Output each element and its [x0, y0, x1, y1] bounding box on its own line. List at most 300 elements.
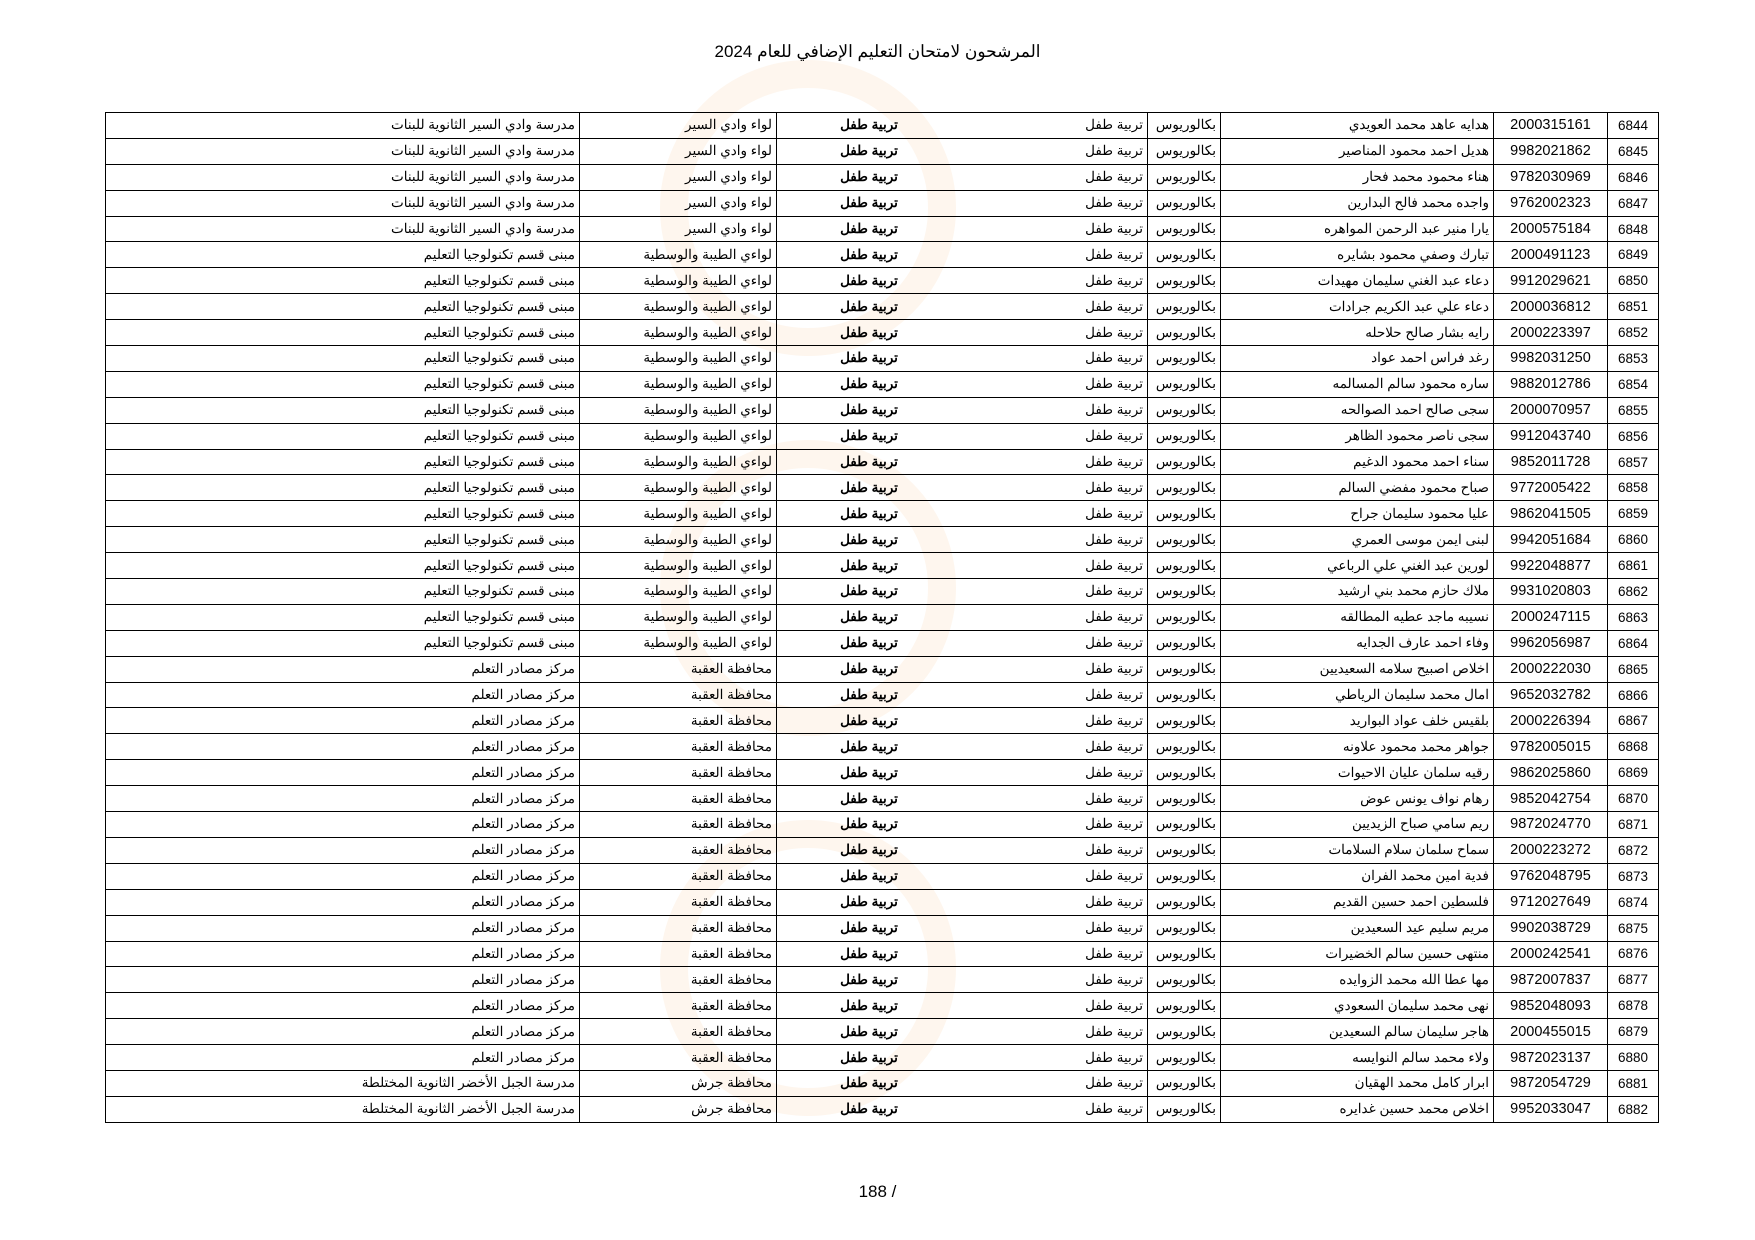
- candidate-name: امال محمد سليمان الرياطي: [1221, 682, 1494, 708]
- exam-subject: تربية طفل: [777, 527, 962, 553]
- district: محافظة العقبة: [580, 1045, 777, 1071]
- exam-center: مركز مصادر التعلم: [106, 786, 580, 812]
- exam-subject: تربية طفل: [777, 786, 962, 812]
- row-number: 6860: [1608, 527, 1659, 553]
- candidate-name: اخلاص اصبيح سلامه السعيديين: [1221, 656, 1494, 682]
- district: لواءي الطيبة والوسطية: [580, 527, 777, 553]
- table-row: [106, 656, 1659, 682]
- exam-center: مدرسة وادي السير الثانوية للبنات: [106, 216, 580, 242]
- specialization: تربية طفل: [961, 760, 1148, 786]
- district: لواء وادي السير: [580, 138, 777, 164]
- exam-center: مبنى قسم تكنولوجيا التعليم: [106, 604, 580, 630]
- table-row: [106, 346, 1659, 372]
- exam-subject: تربية طفل: [777, 113, 962, 139]
- district: محافظة العقبة: [580, 708, 777, 734]
- specialization: تربية طفل: [961, 268, 1148, 294]
- row-number: 6873: [1608, 863, 1659, 889]
- row-number: 6881: [1608, 1070, 1659, 1096]
- degree: بكالوريوس: [1148, 371, 1221, 397]
- exam-subject: تربية طفل: [777, 268, 962, 294]
- district: محافظة جرش: [580, 1096, 777, 1122]
- table-row: [106, 475, 1659, 501]
- specialization: تربية طفل: [961, 475, 1148, 501]
- degree: بكالوريوس: [1148, 190, 1221, 216]
- row-number: 6862: [1608, 579, 1659, 605]
- exam-center: مركز مصادر التعلم: [106, 915, 580, 941]
- table-row: [106, 449, 1659, 475]
- district: محافظة العقبة: [580, 889, 777, 915]
- row-number: 6882: [1608, 1096, 1659, 1122]
- exam-subject: تربية طفل: [777, 190, 962, 216]
- row-number: 6852: [1608, 320, 1659, 346]
- table-row: [106, 682, 1659, 708]
- degree: بكالوريوس: [1148, 915, 1221, 941]
- degree: بكالوريوس: [1148, 604, 1221, 630]
- district: لواءي الطيبة والوسطية: [580, 242, 777, 268]
- candidate-name: سناء احمد محمود الدغيم: [1221, 449, 1494, 475]
- exam-center: مبنى قسم تكنولوجيا التعليم: [106, 501, 580, 527]
- table-row: [106, 1019, 1659, 1045]
- candidate-id: 2000223397: [1494, 320, 1608, 346]
- candidate-id: 2000222030: [1494, 656, 1608, 682]
- exam-center: مبنى قسم تكنولوجيا التعليم: [106, 346, 580, 372]
- exam-subject: تربية طفل: [777, 734, 962, 760]
- row-number: 6867: [1608, 708, 1659, 734]
- row-number: 6858: [1608, 475, 1659, 501]
- specialization: تربية طفل: [961, 346, 1148, 372]
- specialization: تربية طفل: [961, 113, 1148, 139]
- exam-center: مبنى قسم تكنولوجيا التعليم: [106, 268, 580, 294]
- candidate-id: 9872054729: [1494, 1070, 1608, 1096]
- district: محافظة العقبة: [580, 656, 777, 682]
- candidate-name: دعاء علي عبد الكريم جرادات: [1221, 294, 1494, 320]
- row-number: 6861: [1608, 553, 1659, 579]
- candidate-name: سماح سلمان سلام السلامات: [1221, 837, 1494, 863]
- degree: بكالوريوس: [1148, 786, 1221, 812]
- candidate-name: هدايه عاهد محمد العويدي: [1221, 113, 1494, 139]
- specialization: تربية طفل: [961, 993, 1148, 1019]
- exam-center: مركز مصادر التعلم: [106, 941, 580, 967]
- district: لواءي الطيبة والوسطية: [580, 553, 777, 579]
- row-number: 6848: [1608, 216, 1659, 242]
- row-number: 6863: [1608, 604, 1659, 630]
- degree: بكالوريوس: [1148, 501, 1221, 527]
- district: لواء وادي السير: [580, 190, 777, 216]
- exam-subject: تربية طفل: [777, 553, 962, 579]
- table-row: [106, 268, 1659, 294]
- exam-subject: تربية طفل: [777, 708, 962, 734]
- candidate-name: هاجر سليمان سالم السعيدين: [1221, 1019, 1494, 1045]
- district: محافظة العقبة: [580, 786, 777, 812]
- degree: بكالوريوس: [1148, 812, 1221, 838]
- candidate-name: عليا محمود سليمان جراح: [1221, 501, 1494, 527]
- candidate-name: رقيه سلمان عليان الاحيوات: [1221, 760, 1494, 786]
- exam-subject: تربية طفل: [777, 630, 962, 656]
- candidate-id: 9902038729: [1494, 915, 1608, 941]
- candidate-id: 9942051684: [1494, 527, 1608, 553]
- exam-subject: تربية طفل: [777, 138, 962, 164]
- table-row: [106, 138, 1659, 164]
- exam-subject: تربية طفل: [777, 941, 962, 967]
- row-number: 6844: [1608, 113, 1659, 139]
- specialization: تربية طفل: [961, 656, 1148, 682]
- row-number: 6876: [1608, 941, 1659, 967]
- candidate-id: 2000455015: [1494, 1019, 1608, 1045]
- candidate-name: تبارك وصفي محمود بشايره: [1221, 242, 1494, 268]
- specialization: تربية طفل: [961, 164, 1148, 190]
- exam-subject: تربية طفل: [777, 1045, 962, 1071]
- exam-center: مدرسة وادي السير الثانوية للبنات: [106, 113, 580, 139]
- table-row: [106, 216, 1659, 242]
- exam-center: مبنى قسم تكنولوجيا التعليم: [106, 527, 580, 553]
- exam-center: مدرسة وادي السير الثانوية للبنات: [106, 190, 580, 216]
- row-number: 6874: [1608, 889, 1659, 915]
- district: لواءي الطيبة والوسطية: [580, 346, 777, 372]
- specialization: تربية طفل: [961, 527, 1148, 553]
- specialization: تربية طفل: [961, 449, 1148, 475]
- candidate-id: 9652032782: [1494, 682, 1608, 708]
- table-row: [106, 967, 1659, 993]
- specialization: تربية طفل: [961, 242, 1148, 268]
- page-number: 188 /: [858, 1182, 897, 1201]
- candidate-name: هناء محمود محمد فحار: [1221, 164, 1494, 190]
- exam-subject: تربية طفل: [777, 604, 962, 630]
- district: لواءي الطيبة والوسطية: [580, 604, 777, 630]
- degree: بكالوريوس: [1148, 320, 1221, 346]
- candidate-name: سجى ناصر محمود الظاهر: [1221, 423, 1494, 449]
- exam-subject: تربية طفل: [777, 397, 962, 423]
- degree: بكالوريوس: [1148, 760, 1221, 786]
- degree: بكالوريوس: [1148, 1045, 1221, 1071]
- degree: بكالوريوس: [1148, 837, 1221, 863]
- specialization: تربية طفل: [961, 915, 1148, 941]
- candidate-id: 9952033047: [1494, 1096, 1608, 1122]
- row-number: 6857: [1608, 449, 1659, 475]
- district: محافظة العقبة: [580, 993, 777, 1019]
- exam-center: مبنى قسم تكنولوجيا التعليم: [106, 397, 580, 423]
- table-row: [106, 397, 1659, 423]
- candidate-name: مريم سليم عيد السعيدين: [1221, 915, 1494, 941]
- exam-subject: تربية طفل: [777, 579, 962, 605]
- exam-subject: تربية طفل: [777, 656, 962, 682]
- specialization: تربية طفل: [961, 553, 1148, 579]
- exam-center: مركز مصادر التعلم: [106, 812, 580, 838]
- specialization: تربية طفل: [961, 812, 1148, 838]
- degree: بكالوريوس: [1148, 630, 1221, 656]
- candidate-id: 9922048877: [1494, 553, 1608, 579]
- specialization: تربية طفل: [961, 190, 1148, 216]
- candidate-name: دعاء عبد الغني سليمان مهيدات: [1221, 268, 1494, 294]
- exam-center: مركز مصادر التعلم: [106, 1019, 580, 1045]
- candidate-id: 2000226394: [1494, 708, 1608, 734]
- row-number: 6877: [1608, 967, 1659, 993]
- candidate-name: ملاك حازم محمد بني ارشيد: [1221, 579, 1494, 605]
- row-number: 6880: [1608, 1045, 1659, 1071]
- exam-subject: تربية طفل: [777, 1096, 962, 1122]
- degree: بكالوريوس: [1148, 113, 1221, 139]
- candidate-name: بلقيس خلف عواد البواريد: [1221, 708, 1494, 734]
- degree: بكالوريوس: [1148, 734, 1221, 760]
- specialization: تربية طفل: [961, 941, 1148, 967]
- row-number: 6866: [1608, 682, 1659, 708]
- candidate-name: اخلاص محمد حسين غدايره: [1221, 1096, 1494, 1122]
- exam-subject: تربية طفل: [777, 242, 962, 268]
- exam-center: مركز مصادر التعلم: [106, 734, 580, 760]
- candidate-name: ساره محمود سالم المسالمه: [1221, 371, 1494, 397]
- row-number: 6856: [1608, 423, 1659, 449]
- table-row: [106, 630, 1659, 656]
- specialization: تربية طفل: [961, 604, 1148, 630]
- exam-subject: تربية طفل: [777, 475, 962, 501]
- exam-center: مركز مصادر التعلم: [106, 760, 580, 786]
- district: محافظة العقبة: [580, 734, 777, 760]
- district: محافظة العقبة: [580, 760, 777, 786]
- degree: بكالوريوس: [1148, 449, 1221, 475]
- exam-center: مركز مصادر التعلم: [106, 656, 580, 682]
- exam-subject: تربية طفل: [777, 889, 962, 915]
- exam-center: مركز مصادر التعلم: [106, 993, 580, 1019]
- exam-center: مبنى قسم تكنولوجيا التعليم: [106, 579, 580, 605]
- candidate-id: 2000315161: [1494, 113, 1608, 139]
- degree: بكالوريوس: [1148, 423, 1221, 449]
- candidate-id: 2000575184: [1494, 216, 1608, 242]
- candidate-name: جواهر محمد محمود علاونه: [1221, 734, 1494, 760]
- degree: بكالوريوس: [1148, 164, 1221, 190]
- specialization: تربية طفل: [961, 786, 1148, 812]
- candidate-name: يارا منير عبد الرحمن المواهره: [1221, 216, 1494, 242]
- candidate-id: 9862025860: [1494, 760, 1608, 786]
- table-row: [106, 423, 1659, 449]
- exam-center: مدرسة وادي السير الثانوية للبنات: [106, 164, 580, 190]
- district: محافظة العقبة: [580, 915, 777, 941]
- district: لواءي الطيبة والوسطية: [580, 579, 777, 605]
- specialization: تربية طفل: [961, 682, 1148, 708]
- table-row: [106, 863, 1659, 889]
- table-row: [106, 527, 1659, 553]
- exam-center: مبنى قسم تكنولوجيا التعليم: [106, 553, 580, 579]
- candidate-name: رغد فراس احمد عواد: [1221, 346, 1494, 372]
- candidate-id: 9872023137: [1494, 1045, 1608, 1071]
- table-row: [106, 1070, 1659, 1096]
- exam-center: مركز مصادر التعلم: [106, 682, 580, 708]
- candidate-id: 9862041505: [1494, 501, 1608, 527]
- district: لواءي الطيبة والوسطية: [580, 423, 777, 449]
- candidate-id: 2000036812: [1494, 294, 1608, 320]
- exam-subject: تربية طفل: [777, 812, 962, 838]
- exam-subject: تربية طفل: [777, 682, 962, 708]
- exam-subject: تربية طفل: [777, 760, 962, 786]
- district: لواءي الطيبة والوسطية: [580, 449, 777, 475]
- degree: بكالوريوس: [1148, 527, 1221, 553]
- specialization: تربية طفل: [961, 1019, 1148, 1045]
- table-row: [106, 915, 1659, 941]
- district: محافظة العقبة: [580, 837, 777, 863]
- table-row: [106, 889, 1659, 915]
- candidate-id: 9982021862: [1494, 138, 1608, 164]
- candidate-id: 9931020803: [1494, 579, 1608, 605]
- district: محافظة العقبة: [580, 967, 777, 993]
- candidate-id: 9782005015: [1494, 734, 1608, 760]
- exam-subject: تربية طفل: [777, 915, 962, 941]
- specialization: تربية طفل: [961, 294, 1148, 320]
- table-row: [106, 294, 1659, 320]
- exam-subject: تربية طفل: [777, 501, 962, 527]
- row-number: 6864: [1608, 630, 1659, 656]
- specialization: تربية طفل: [961, 216, 1148, 242]
- specialization: تربية طفل: [961, 863, 1148, 889]
- district: محافظة العقبة: [580, 682, 777, 708]
- candidate-id: 2000242541: [1494, 941, 1608, 967]
- row-number: 6846: [1608, 164, 1659, 190]
- candidate-id: 9912029621: [1494, 268, 1608, 294]
- table-row: [106, 760, 1659, 786]
- exam-center: مدرسة وادي السير الثانوية للبنات: [106, 138, 580, 164]
- row-number: 6879: [1608, 1019, 1659, 1045]
- degree: بكالوريوس: [1148, 294, 1221, 320]
- exam-center: مبنى قسم تكنولوجيا التعليم: [106, 242, 580, 268]
- exam-subject: تربية طفل: [777, 320, 962, 346]
- degree: بكالوريوس: [1148, 216, 1221, 242]
- candidate-id: 9782030969: [1494, 164, 1608, 190]
- specialization: تربية طفل: [961, 138, 1148, 164]
- exam-center: مدرسة الجبل الأخضر الثانوية المختلطة: [106, 1070, 580, 1096]
- candidate-name: هديل احمد محمود المناصير: [1221, 138, 1494, 164]
- row-number: 6845: [1608, 138, 1659, 164]
- candidate-name: منتهى حسين سالم الخضيرات: [1221, 941, 1494, 967]
- exam-center: مبنى قسم تكنولوجيا التعليم: [106, 423, 580, 449]
- row-number: 6878: [1608, 993, 1659, 1019]
- specialization: تربية طفل: [961, 837, 1148, 863]
- row-number: 6851: [1608, 294, 1659, 320]
- exam-subject: تربية طفل: [777, 837, 962, 863]
- degree: بكالوريوس: [1148, 475, 1221, 501]
- exam-center: مبنى قسم تكنولوجيا التعليم: [106, 449, 580, 475]
- district: لواءي الطيبة والوسطية: [580, 294, 777, 320]
- district: لواءي الطيبة والوسطية: [580, 501, 777, 527]
- candidate-id: 2000491123: [1494, 242, 1608, 268]
- district: لواءي الطيبة والوسطية: [580, 268, 777, 294]
- table-row: [106, 993, 1659, 1019]
- district: محافظة جرش: [580, 1070, 777, 1096]
- candidate-id: 9852042754: [1494, 786, 1608, 812]
- exam-center: مركز مصادر التعلم: [106, 889, 580, 915]
- degree: بكالوريوس: [1148, 268, 1221, 294]
- degree: بكالوريوس: [1148, 1070, 1221, 1096]
- candidate-id: 9962056987: [1494, 630, 1608, 656]
- degree: بكالوريوس: [1148, 993, 1221, 1019]
- row-number: 6854: [1608, 371, 1659, 397]
- candidates-table: [105, 112, 1659, 1123]
- row-number: 6849: [1608, 242, 1659, 268]
- candidate-name: لبنى ايمن موسى العمري: [1221, 527, 1494, 553]
- district: محافظة العقبة: [580, 941, 777, 967]
- candidate-name: ابرار كامل محمد الهقيان: [1221, 1070, 1494, 1096]
- candidate-id: 9852011728: [1494, 449, 1608, 475]
- district: لواءي الطيبة والوسطية: [580, 630, 777, 656]
- exam-center: مركز مصادر التعلم: [106, 708, 580, 734]
- degree: بكالوريوس: [1148, 941, 1221, 967]
- candidate-name: مها عطا الله محمد الزوايده: [1221, 967, 1494, 993]
- row-number: 6855: [1608, 397, 1659, 423]
- district: محافظة العقبة: [580, 1019, 777, 1045]
- table-row: [106, 837, 1659, 863]
- candidate-name: واجده محمد فالح البدارين: [1221, 190, 1494, 216]
- specialization: تربية طفل: [961, 397, 1148, 423]
- specialization: تربية طفل: [961, 371, 1148, 397]
- exam-center: مدرسة الجبل الأخضر الثانوية المختلطة: [106, 1096, 580, 1122]
- candidate-id: 9772005422: [1494, 475, 1608, 501]
- candidate-id: 9912043740: [1494, 423, 1608, 449]
- specialization: تربية طفل: [961, 1070, 1148, 1096]
- candidate-name: فلسطين احمد حسين القديم: [1221, 889, 1494, 915]
- specialization: تربية طفل: [961, 423, 1148, 449]
- candidate-name: وفاء احمد عارف الجدايه: [1221, 630, 1494, 656]
- district: لواءي الطيبة والوسطية: [580, 320, 777, 346]
- exam-center: مبنى قسم تكنولوجيا التعليم: [106, 630, 580, 656]
- row-number: 6865: [1608, 656, 1659, 682]
- candidate-name: سجى صالح احمد الصوالحه: [1221, 397, 1494, 423]
- degree: بكالوريوس: [1148, 553, 1221, 579]
- exam-center: مركز مصادر التعلم: [106, 837, 580, 863]
- degree: بكالوريوس: [1148, 967, 1221, 993]
- degree: بكالوريوس: [1148, 1019, 1221, 1045]
- candidate-name: نسيبه ماجد عطيه المطالقه: [1221, 604, 1494, 630]
- candidate-id: 2000070957: [1494, 397, 1608, 423]
- table-row: [106, 320, 1659, 346]
- exam-center: مركز مصادر التعلم: [106, 967, 580, 993]
- exam-subject: تربية طفل: [777, 967, 962, 993]
- table-row: [106, 579, 1659, 605]
- degree: بكالوريوس: [1148, 579, 1221, 605]
- district: لواء وادي السير: [580, 113, 777, 139]
- degree: بكالوريوس: [1148, 863, 1221, 889]
- candidate-name: ريم سامي صباح الزيديين: [1221, 812, 1494, 838]
- candidate-id: 9762002323: [1494, 190, 1608, 216]
- exam-subject: تربية طفل: [777, 1070, 962, 1096]
- table-row: [106, 1096, 1659, 1122]
- district: لواءي الطيبة والوسطية: [580, 475, 777, 501]
- table-row: [106, 190, 1659, 216]
- exam-center: مبنى قسم تكنولوجيا التعليم: [106, 294, 580, 320]
- degree: بكالوريوس: [1148, 1096, 1221, 1122]
- row-number: 6859: [1608, 501, 1659, 527]
- specialization: تربية طفل: [961, 1096, 1148, 1122]
- row-number: 6875: [1608, 915, 1659, 941]
- exam-subject: تربية طفل: [777, 449, 962, 475]
- district: لواءي الطيبة والوسطية: [580, 371, 777, 397]
- table-row: [106, 501, 1659, 527]
- specialization: تربية طفل: [961, 967, 1148, 993]
- table-row: [106, 164, 1659, 190]
- degree: بكالوريوس: [1148, 656, 1221, 682]
- candidate-name: لورين عبد الغني علي الرباعي: [1221, 553, 1494, 579]
- row-number: 6847: [1608, 190, 1659, 216]
- candidate-id: 9712027649: [1494, 889, 1608, 915]
- exam-subject: تربية طفل: [777, 294, 962, 320]
- row-number: 6850: [1608, 268, 1659, 294]
- degree: بكالوريوس: [1148, 889, 1221, 915]
- candidate-id: 9882012786: [1494, 371, 1608, 397]
- candidate-id: 9872007837: [1494, 967, 1608, 993]
- district: لواءي الطيبة والوسطية: [580, 397, 777, 423]
- degree: بكالوريوس: [1148, 242, 1221, 268]
- district: لواء وادي السير: [580, 216, 777, 242]
- row-number: 6868: [1608, 734, 1659, 760]
- exam-subject: تربية طفل: [777, 371, 962, 397]
- page-title: المرشحون لامتحان التعليم الإضافي للعام 2024: [714, 42, 1041, 61]
- candidate-name: صباح محمود مفضي السالم: [1221, 475, 1494, 501]
- exam-center: مبنى قسم تكنولوجيا التعليم: [106, 475, 580, 501]
